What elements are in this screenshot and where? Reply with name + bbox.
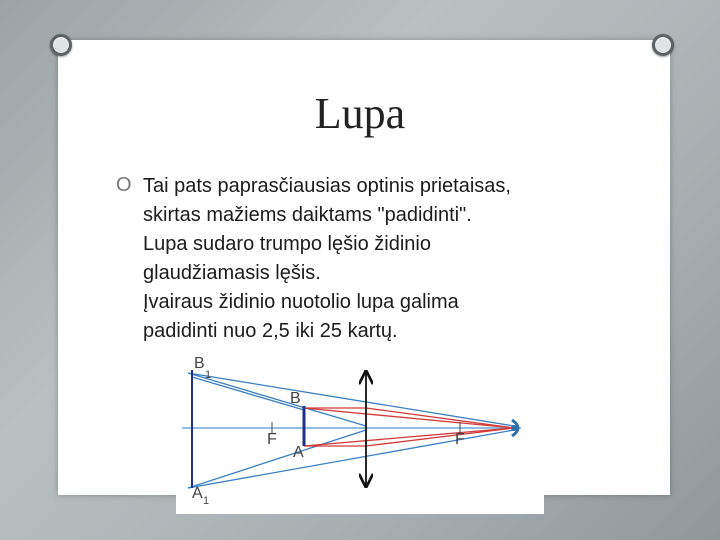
label-a1: A	[192, 485, 203, 502]
label-f-left: F	[267, 431, 277, 448]
bullet-line: skirtas mažiems daiktams "padidinti".	[143, 204, 472, 226]
bullet-line: Įvairaus židinio nuotolio lupa galima	[143, 291, 459, 313]
magnifier-ray-diagram	[176, 348, 544, 514]
eye-icon	[511, 420, 518, 436]
bullet-line: glaudžiamasis lęšis.	[143, 262, 321, 284]
label-f-right: F	[455, 431, 465, 448]
bullet-marker-icon: O	[116, 174, 132, 196]
corner-ring-left-icon	[50, 34, 72, 56]
slide-title: Lupa	[314, 89, 406, 138]
label-a: A	[293, 444, 304, 461]
label-b1: B	[194, 355, 205, 372]
virtual-rays	[188, 373, 514, 488]
ray-diagram-svg	[176, 348, 544, 514]
bullet-text	[143, 172, 663, 346]
bullet-line: Tai pats paprasčiausias optinis prietaisas,	[143, 175, 511, 197]
bullet-line: padidinti nuo 2,5 iki 25 kartų.	[143, 320, 398, 342]
label-a1-sub: 1	[203, 495, 210, 507]
bullet-line: Lupa sudaro trumpo lęšio židinio	[143, 233, 431, 255]
corner-ring-right-icon	[652, 34, 674, 56]
label-b1-sub: 1	[205, 369, 212, 381]
label-b: B	[290, 390, 301, 407]
